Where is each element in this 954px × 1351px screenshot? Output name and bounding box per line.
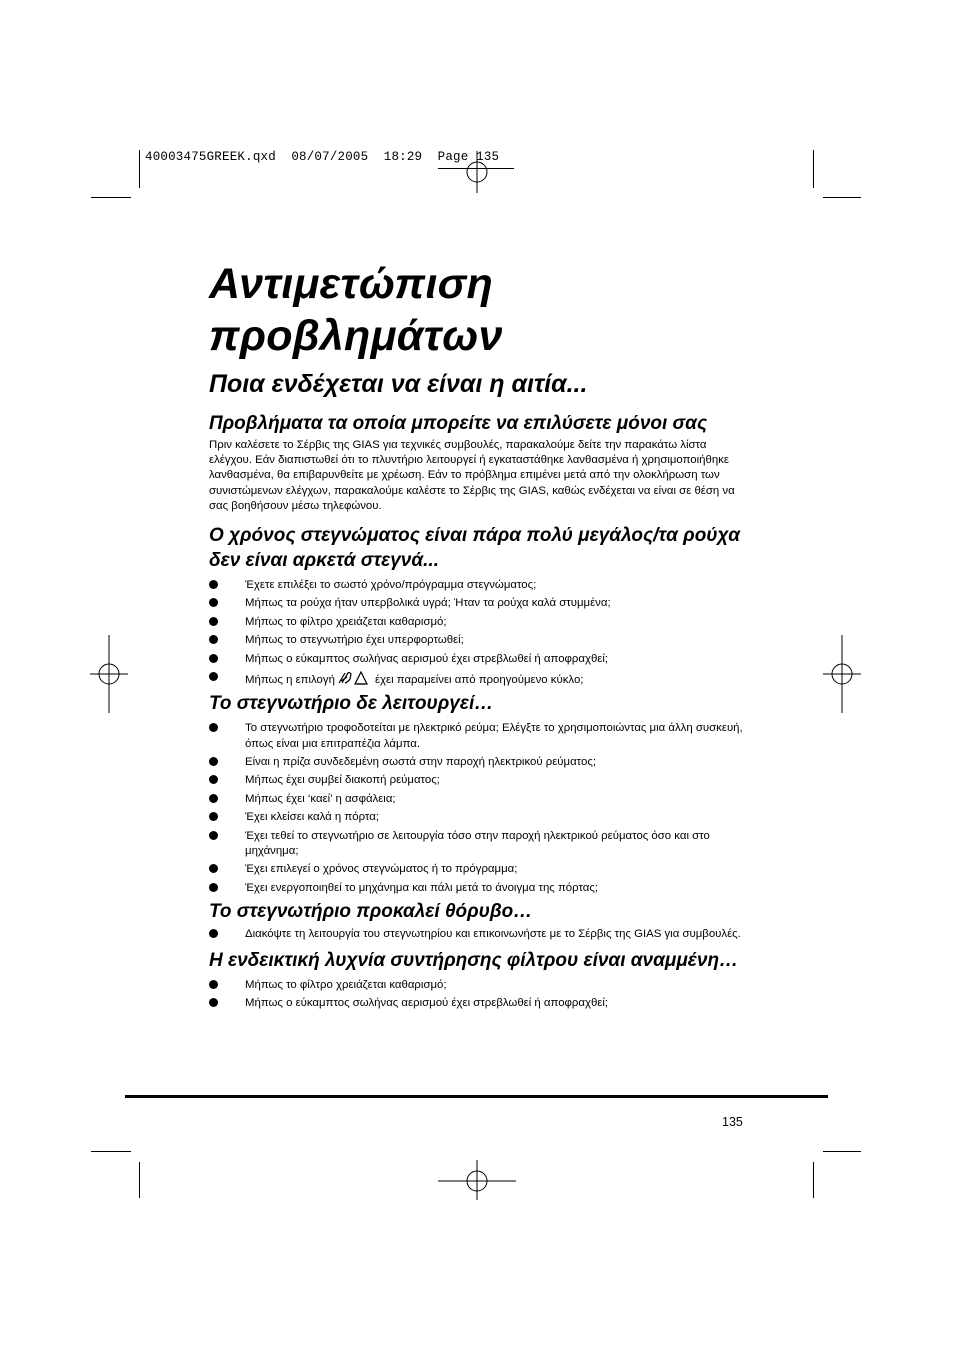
page-subtitle: Ποια ενδέχεται να είναι η αιτία... — [209, 370, 588, 398]
list-item: Διακόψτε τη λειτουργία του στεγνωτηρίου και επικοινωνήστε με το Σέρβις της GIAS για συμβουλές. — [209, 927, 749, 942]
footer-rule — [125, 1095, 828, 1098]
bullet-icon — [209, 635, 218, 644]
crop-mark-bottom-left-v — [139, 1162, 140, 1198]
registration-mark-right-icon — [803, 635, 881, 713]
bullet-icon — [209, 980, 218, 989]
list-item: Μήπως το στεγνωτήριο έχει υπερφορτωθεί; — [209, 633, 749, 648]
delicate-fabric-icon — [337, 670, 371, 686]
bullet-icon — [209, 757, 218, 766]
crop-mark-top-right-v — [813, 150, 814, 188]
section-heading: Το στεγνωτήριο προκαλεί θόρυβο… — [209, 900, 533, 922]
page-content — [209, 258, 749, 1015]
bullet-icon — [209, 929, 218, 938]
list-item: Μήπως η επιλογή έχει παραμείνει από προηγούμενο κύκλο; — [209, 670, 749, 688]
list-item: Έχει κλείσει καλά η πόρτα; — [209, 810, 749, 825]
section-heading: Προβλήματα τα οποία μπορείτε να επιλύσετε μόνοι σας — [209, 413, 708, 434]
crop-mark-top-left-v — [139, 150, 140, 188]
list-item: Μήπως ο εύκαμπτος σωλήνας αερισμού έχει στρεβλωθεί ή αποφραχθεί; — [209, 652, 749, 667]
list-item: Το στεγνωτήριο τροφοδοτείται με ηλεκτρικό ρεύμα; Ελέγξτε το χρησιμοποιώντας μια άλλη συσκευή, όπως είναι μια επιτραπέζια λάμπα. — [209, 721, 749, 751]
bullet-icon — [209, 672, 218, 681]
list-item: Είναι η πρίζα συνδεδεμένη σωστά στην παροχή ηλεκτρικού ρεύματος; — [209, 755, 749, 770]
bullet-icon — [209, 654, 218, 663]
crop-mark-top-left-h — [91, 197, 131, 198]
list-item: Μήπως το φίλτρο χρειάζεται καθαρισμό; — [209, 978, 749, 993]
list-item: Έχει τεθεί το στεγνωτήριο σε λειτουργία τόσο στην παροχή ηλεκτρικού ρεύματος όσο και στο μηχάνημα; — [209, 829, 749, 859]
section-noise — [209, 899, 749, 942]
bullet-list — [209, 978, 749, 1012]
list-item: Έχετε επιλέξει το σωστό χρόνο/πρόγραμμα στεγνώματος; — [209, 578, 749, 593]
bullet-icon — [209, 723, 218, 732]
page-title — [209, 258, 749, 362]
bullet-icon — [209, 864, 218, 873]
section-self-help — [209, 411, 749, 514]
print-slug: 40003475GREEK.qxd 08/07/2005 18:29 Page 135 — [145, 150, 500, 164]
bullet-icon — [209, 831, 218, 840]
bullet-list — [209, 927, 749, 942]
bullet-icon — [209, 775, 218, 784]
crop-mark-bottom-right-v — [813, 1162, 814, 1198]
list-item: Μήπως έχει ‘καεί’ η ασφάλεια; — [209, 792, 749, 807]
bullet-list — [209, 721, 749, 895]
bullet-list — [209, 578, 749, 688]
list-item: Μήπως έχει συμβεί διακοπή ρεύματος; — [209, 773, 749, 788]
bullet-icon — [209, 998, 218, 1007]
bullet-icon — [209, 580, 218, 589]
list-item: Έχει ενεργοποιηθεί το μηχάνημα και πάλι μετά το άνοιγμα της πόρτας; — [209, 881, 749, 896]
section-heading: Ο χρόνος στεγνώματος είναι πάρα πολύ μεγάλος/τα ρούχα δεν είναι αρκετά στεγνά... — [209, 525, 741, 572]
title-line-2: προβλημάτων — [209, 312, 503, 360]
page-number: 135 — [722, 1115, 743, 1129]
section-paragraph: Πριν καλέσετε το Σέρβις της GIAS για τεχνικές συμβουλές, παρακαλούμε δείτε την παρακάτω λίστα ελέγχου. Εάν διαπιστωθεί ότι το πλυντήριο λειτουργεί ή εγκαταστάθηκε λανθασμένα ή χρησιμοποιήθηκε λανθασμένα, θα επιβαρυνθείτε με χρέωση. Εάν το πρόβλημα επιμένει μετά από την ολοκλήρωση των συνιστώμενων ελέγχων, παρακαλούμε καλέστε το Σέρβις της GIAS, καθώς ενδέχεται να είναι σε θέση να σας βοηθήσουν μέσω τηλεφώνου. — [209, 439, 735, 512]
bullet-icon — [209, 812, 218, 821]
crop-mark-bottom-left-h — [91, 1151, 131, 1152]
title-line-1: Αντιμετώπιση — [209, 260, 494, 308]
crop-mark-bottom-right-h — [823, 1151, 861, 1152]
crop-mark-top-right-h — [823, 197, 861, 198]
list-item: Μήπως ο εύκαμπτος σωλήνας αερισμού έχει στρεβλωθεί ή αποφραχθεί; — [209, 996, 749, 1011]
section-drying-time — [209, 523, 749, 688]
registration-mark-top-icon — [438, 133, 516, 211]
list-item: Μήπως το φίλτρο χρειάζεται καθαρισμό; — [209, 615, 749, 630]
section-heading: Η ενδεικτική λυχνία συντήρησης φίλτρου είναι αναμμένη… — [209, 950, 739, 972]
registration-mark-left-icon — [70, 635, 148, 713]
registration-mark-bottom-icon — [438, 1142, 516, 1220]
section-heading: Το στεγνωτήριο δε λειτουργεί… — [209, 693, 494, 715]
list-item: Έχει επιλεγεί ο χρόνος στεγνώματος ή το πρόγραμμα; — [209, 862, 749, 877]
bullet-icon — [209, 598, 218, 607]
section-filter-light — [209, 948, 749, 1012]
bullet-icon — [209, 794, 218, 803]
bullet-icon — [209, 883, 218, 892]
bullet-icon — [209, 617, 218, 626]
section-not-working — [209, 691, 749, 895]
list-item: Μήπως τα ρούχα ήταν υπερβολικά υγρά; Ήταν τα ρούχα καλά στυμμένα; — [209, 596, 749, 611]
